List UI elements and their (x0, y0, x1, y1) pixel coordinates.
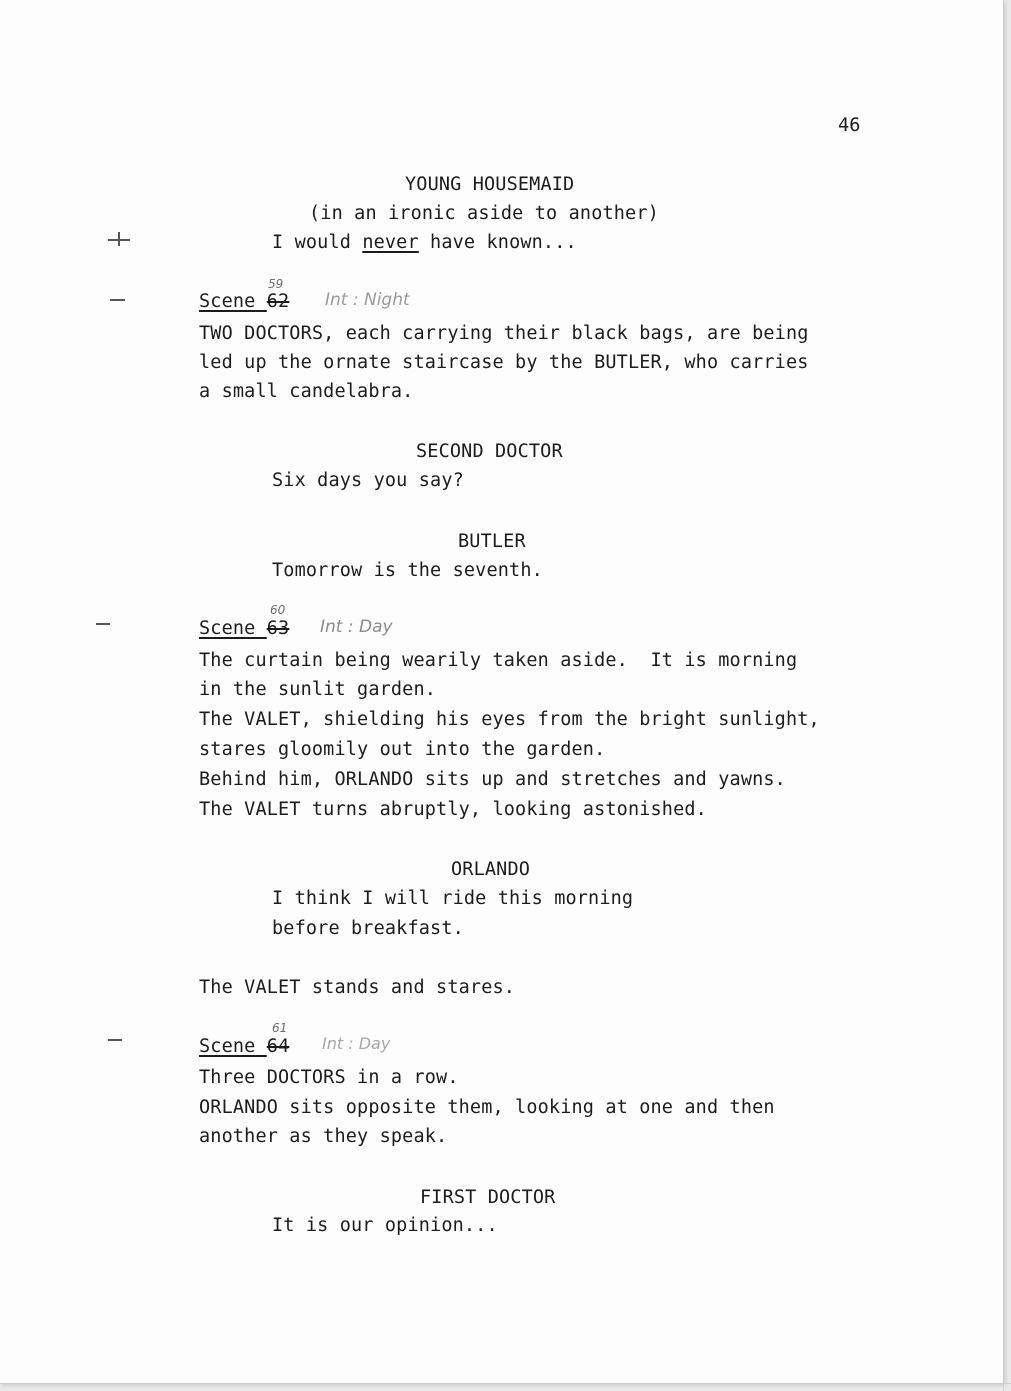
dialogue-line: It is our opinion... (272, 1215, 498, 1236)
action-line: a small candelabra. (199, 381, 414, 402)
margin-mark (108, 1039, 122, 1041)
character-name: SECOND DOCTOR (416, 441, 563, 462)
action-line: Behind him, ORLANDO sits up and stretches and yawns. (199, 769, 786, 790)
dialogue-line: before breakfast. (272, 918, 464, 939)
character-name: ORLANDO (451, 859, 531, 880)
handwritten-note: Int : Day (322, 1034, 391, 1053)
action-line: stares gloomily out into the garden. (199, 739, 606, 760)
page-edge (1003, 0, 1004, 1391)
handwritten-scene-number: 60 (270, 603, 286, 617)
scene-heading: Scene 64 (199, 1036, 290, 1057)
handwritten-note: Int : Night (325, 290, 410, 310)
handwritten-scene-number: 61 (272, 1021, 288, 1035)
handwritten-note: Int : Day (320, 617, 393, 637)
character-name: FIRST DOCTOR (420, 1187, 556, 1208)
action-line: TWO DOCTORS, each carrying their black bags, are being (199, 323, 809, 344)
dialogue-line: I think I will ride this morning (272, 888, 634, 909)
character-name: BUTLER (458, 531, 526, 552)
handwritten-scene-number: 59 (268, 277, 284, 291)
emphasis-word: never (362, 232, 419, 253)
margin-mark (118, 232, 120, 246)
action-line: The VALET stands and stares. (199, 977, 516, 998)
page-number: 46 (838, 115, 861, 136)
margin-mark (110, 299, 125, 301)
margin-mark (96, 623, 110, 625)
action-line: another as they speak. (199, 1126, 448, 1147)
parenthetical: (in an ironic aside to another) (309, 203, 659, 224)
action-line: in the sunlit garden. (199, 679, 437, 700)
action-line: Three DOCTORS in a row. (199, 1067, 459, 1088)
action-line: led up the ornate staircase by the BUTLER, who carries (199, 352, 809, 373)
character-name-young-housemaid: YOUNG HOUSEMAID (405, 174, 575, 195)
page-edge (0, 1383, 1011, 1384)
action-line: The VALET, shielding his eyes from the bright sunlight, (199, 709, 820, 730)
scene-heading: Scene 62 (199, 291, 290, 312)
scene-heading: Scene 63 (199, 618, 290, 639)
action-line: The curtain being wearily taken aside. It is morning (199, 650, 798, 671)
dialogue-line: Tomorrow is the seventh. (272, 560, 543, 581)
dialogue-line: Six days you say? (272, 470, 464, 491)
action-line: The VALET turns abruptly, looking astonished. (199, 799, 707, 820)
action-line: ORLANDO sits opposite them, looking at one and then (199, 1097, 775, 1118)
dialogue-line: I would never have known... (272, 232, 577, 253)
